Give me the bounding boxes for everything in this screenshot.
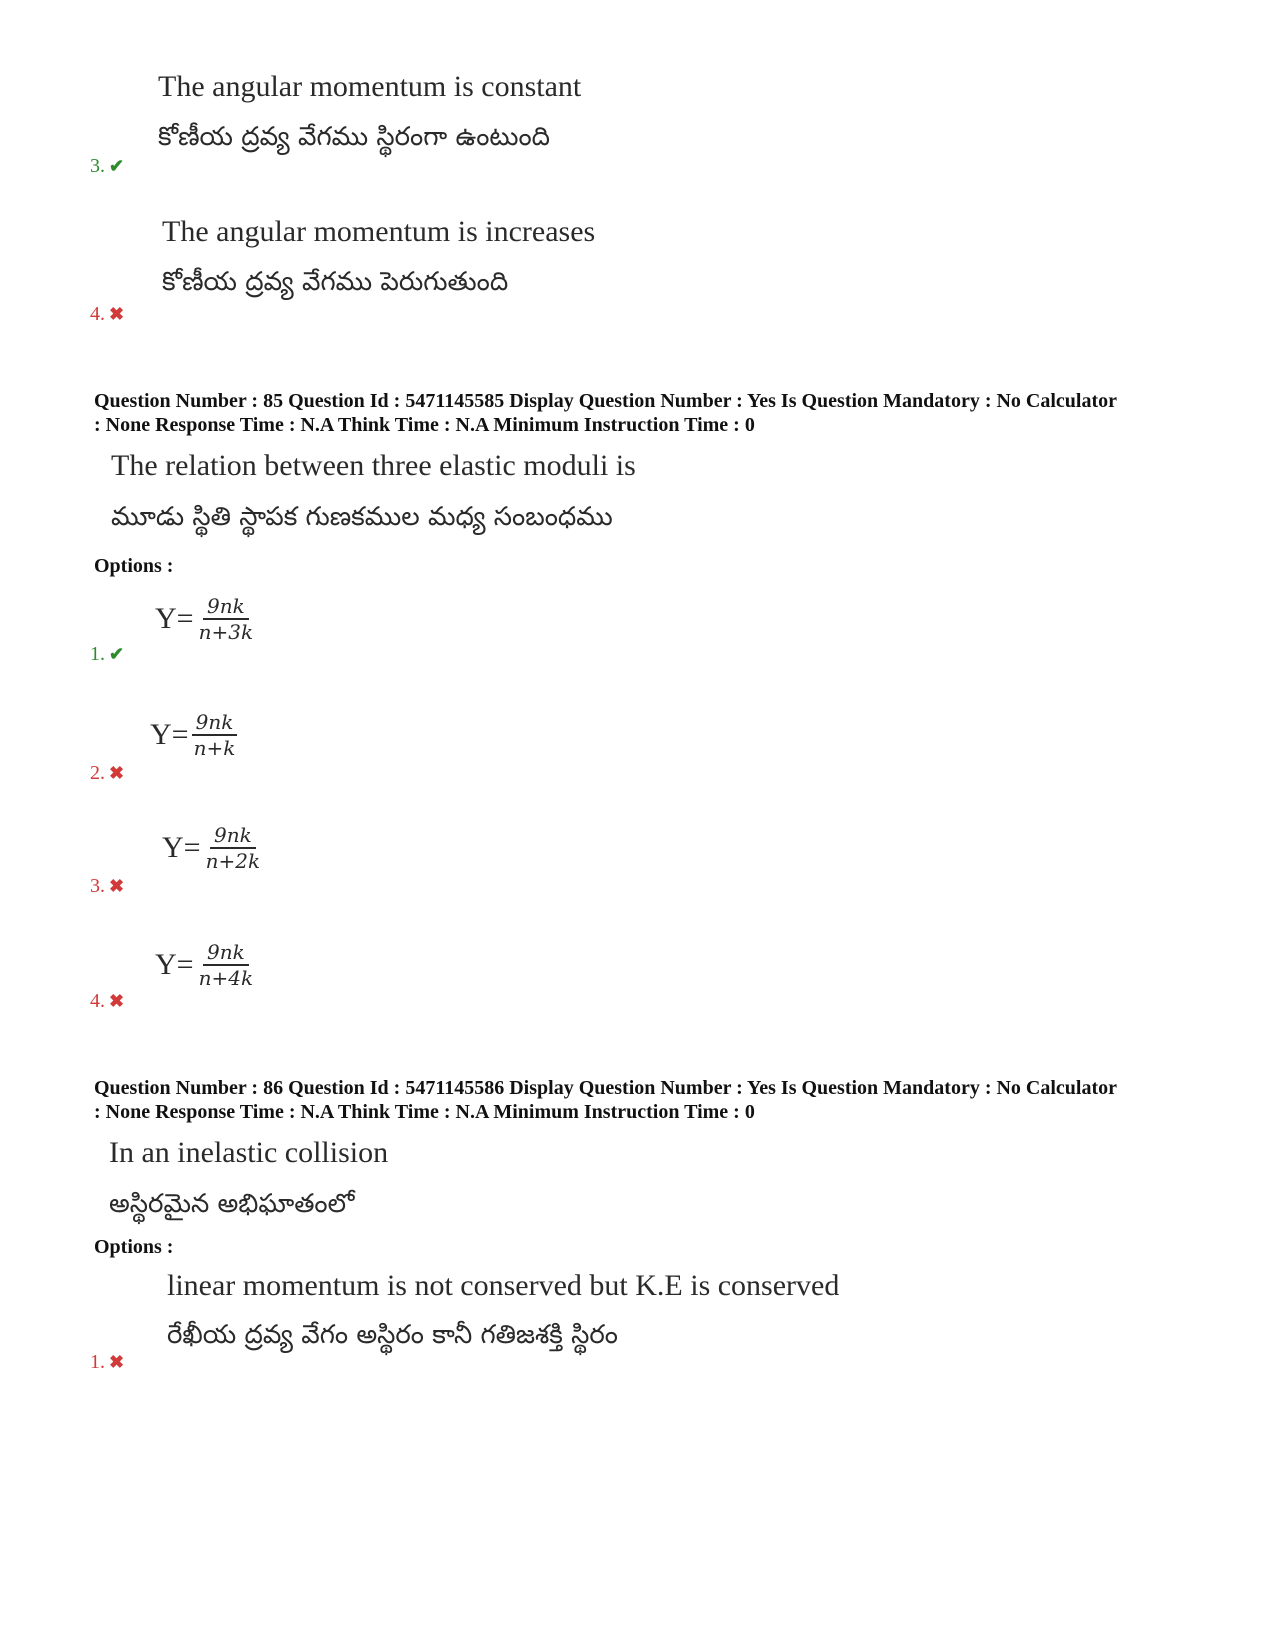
option-4-text-te: కోణీయ ద్రవ్య వేగము పెరుగుతుంది <box>162 267 509 297</box>
q85-question-en: The relation between three elastic moduli is <box>111 449 636 482</box>
q85-option-1-number <box>90 643 124 666</box>
q85-option-4-number <box>90 990 124 1013</box>
q86-option-1-text-en: linear momentum is not conserved but K.E is conserved <box>167 1269 840 1302</box>
q85-option-3-number <box>90 875 124 898</box>
formula-denominator: n+k <box>193 736 236 760</box>
option-number-label: 1. <box>90 1351 105 1373</box>
cross-icon: ✖ <box>109 763 125 783</box>
q86-question-en: In an inelastic collision <box>109 1136 389 1169</box>
q85-option-2-formula <box>150 710 239 760</box>
q85-option-2-number <box>90 762 124 785</box>
q86-meta <box>94 1076 1204 1124</box>
formula-denominator: n+4k <box>198 966 254 990</box>
q85-meta-line1: Question Number : 85 Question Id : 5471145585 Display Question Number : Yes Is Question Mandatory : No Calculator <box>94 390 1118 412</box>
formula-lhs: Y= <box>155 948 194 981</box>
q86-option-1-text-te: రేఖీయ ద్రవ్య వేగం అస్థిరం కానీ గతిజశక్తి స్థిరం <box>167 1320 618 1350</box>
cross-icon: ✖ <box>109 991 125 1011</box>
q85-options-label: Options : <box>94 555 174 577</box>
formula-lhs: Y= <box>155 602 194 635</box>
q86-question-te: అస్థిరమైన అభిఘాతంలో <box>109 1189 355 1219</box>
formula-fraction <box>190 710 240 760</box>
formula-denominator: n+3k <box>198 620 254 644</box>
formula-fraction <box>202 823 264 873</box>
formula-lhs: Y= <box>150 718 189 751</box>
q85-option-1-formula <box>155 594 257 644</box>
cross-icon: ✖ <box>109 304 125 324</box>
formula-numerator: 9nk <box>192 710 238 736</box>
option-3-text-te: కోణీయ ద్రవ్య వేగము స్థిరంగా ఉంటుంది <box>158 122 550 152</box>
q86-options-label: Options : <box>94 1236 174 1258</box>
option-4-text-en: The angular momentum is increases <box>162 215 596 248</box>
q86-meta-line1: Question Number : 86 Question Id : 5471145586 Display Question Number : Yes Is Question Mandatory : No Calculator <box>94 1077 1118 1099</box>
formula-lhs: Y= <box>162 831 201 864</box>
check-icon: ✔ <box>109 644 125 664</box>
q85-question-te: మూడు స్థితి స్థాపక గుణకముల మధ్య సంబంధము <box>111 502 613 532</box>
option-number-label: 1. <box>90 643 105 665</box>
option-3-text-en: The angular momentum is constant <box>158 70 582 103</box>
formula-fraction <box>195 940 257 990</box>
q86-meta-line2: : None Response Time : N.A Think Time : N.A Minimum Instruction Time : 0 <box>94 1101 755 1123</box>
cross-icon: ✖ <box>109 1352 125 1372</box>
cross-icon: ✖ <box>109 876 125 896</box>
formula-numerator: 9nk <box>203 940 249 966</box>
check-icon: ✔ <box>109 156 125 176</box>
formula-denominator: n+2k <box>205 849 261 873</box>
formula-fraction <box>195 594 257 644</box>
option-4-number <box>90 303 124 326</box>
q85-option-3-formula <box>162 823 264 873</box>
q85-meta <box>94 389 1204 437</box>
formula-numerator: 9nk <box>203 594 249 620</box>
option-number-label: 4. <box>90 303 105 325</box>
option-number-label: 3. <box>90 155 105 177</box>
option-3-number <box>90 155 124 178</box>
option-number-label: 3. <box>90 875 105 897</box>
option-number-label: 2. <box>90 762 105 784</box>
option-number-label: 4. <box>90 990 105 1012</box>
q85-option-4-formula <box>155 940 257 990</box>
q85-meta-line2: : None Response Time : N.A Think Time : N.A Minimum Instruction Time : 0 <box>94 414 755 436</box>
formula-numerator: 9nk <box>210 823 256 849</box>
q86-option-1-number <box>90 1351 124 1374</box>
